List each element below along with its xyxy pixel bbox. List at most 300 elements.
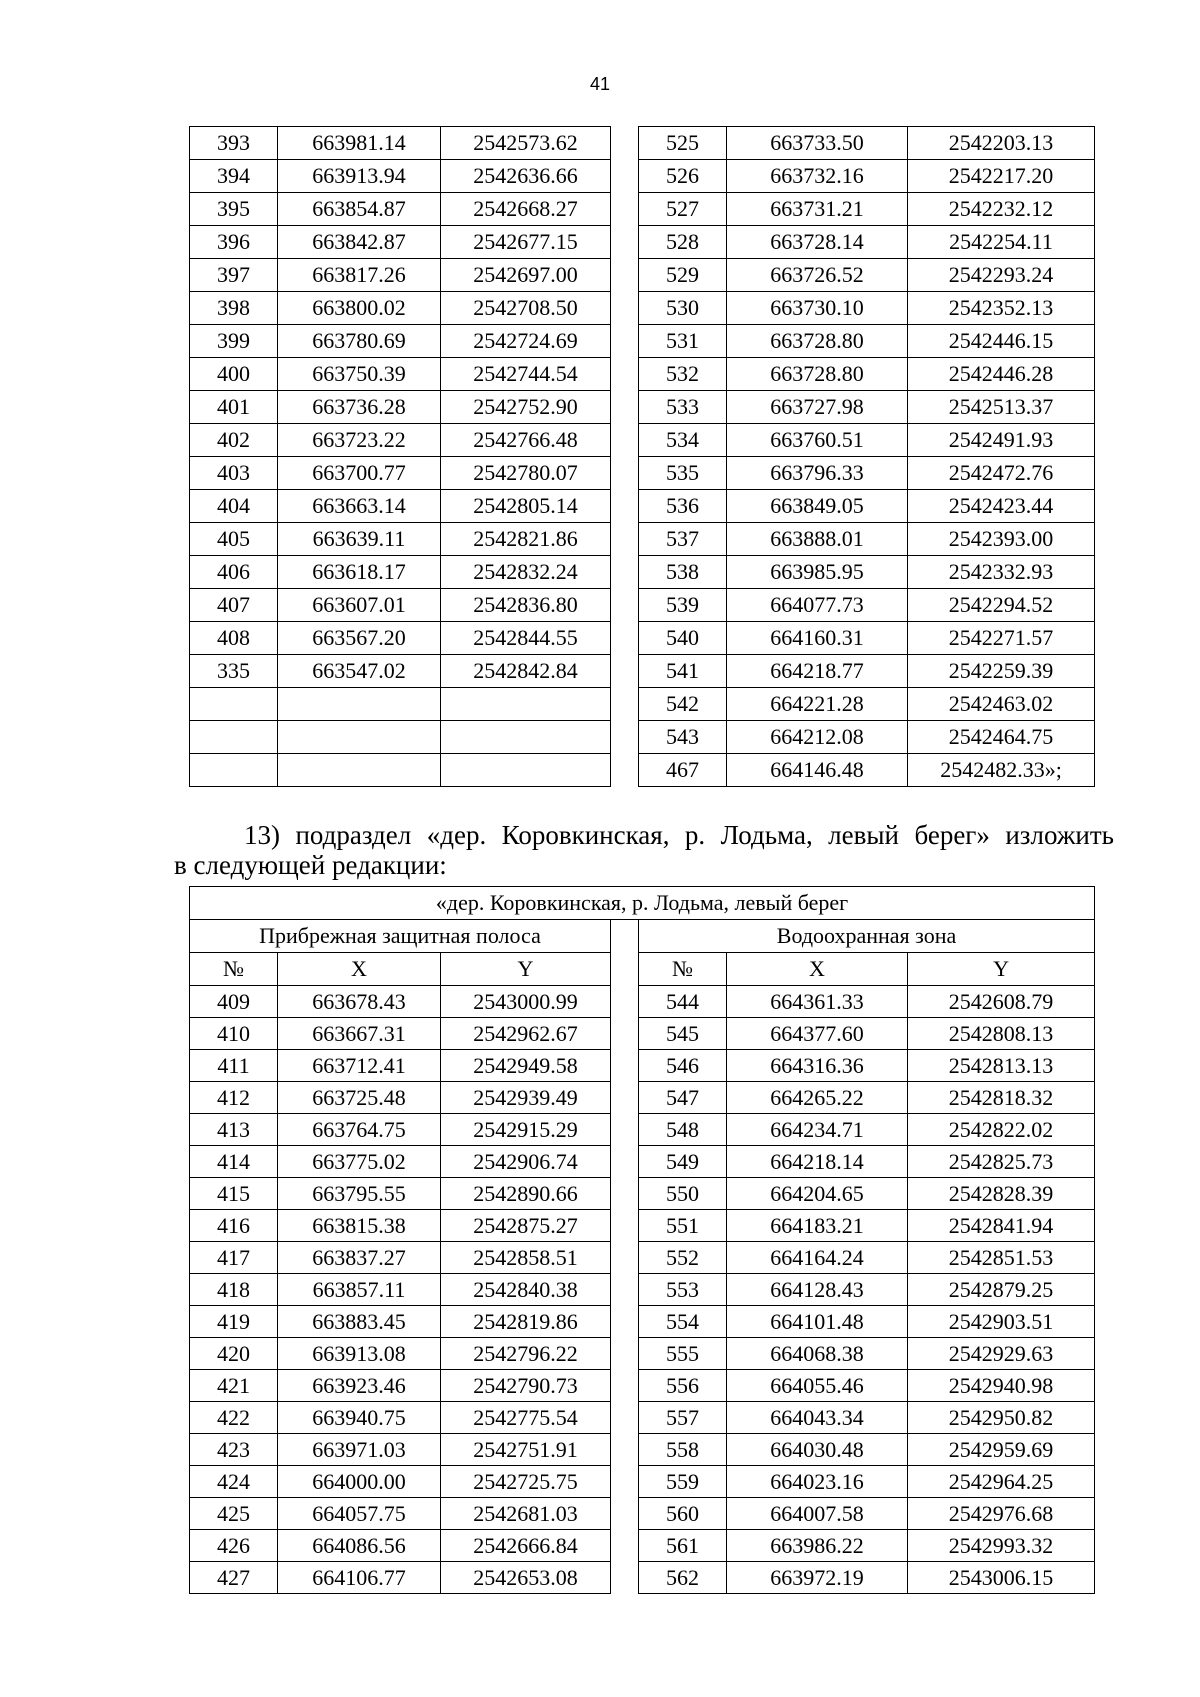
point-number: 552 [639,1242,727,1274]
point-number: 410 [190,1018,278,1050]
y-coordinate: 2542751.91 [441,1434,611,1466]
column-gap [611,1370,639,1402]
y-coordinate: 2542890.66 [441,1178,611,1210]
x-coordinate: 663700.77 [278,457,441,490]
point-number: 546 [639,1050,727,1082]
x-coordinate: 663800.02 [278,292,441,325]
table-row [190,986,1095,1018]
table-row [190,1082,1095,1114]
column-gap [611,1434,639,1466]
point-number: 426 [190,1530,278,1562]
y-coordinate: 2542842.84 [441,655,611,688]
column-gap [611,688,639,721]
point-number: 531 [639,325,727,358]
point-number: 408 [190,622,278,655]
column-gap [611,259,639,292]
table-row [190,292,1095,325]
point-number: 416 [190,1210,278,1242]
column-gap [611,391,639,424]
point-number [190,721,278,754]
point-number: 561 [639,1530,727,1562]
point-number: 539 [639,589,727,622]
x-coordinate [278,688,441,721]
point-number: 553 [639,1274,727,1306]
table-row [190,226,1095,259]
x-coordinate: 663678.43 [278,986,441,1018]
y-coordinate: 2542940.98 [908,1370,1095,1402]
point-number: 419 [190,1306,278,1338]
y-coordinate: 2542915.29 [441,1114,611,1146]
x-coordinate: 664218.14 [727,1146,908,1178]
y-coordinate: 2542677.15 [441,226,611,259]
x-coordinate: 664212.08 [727,721,908,754]
y-coordinate: 2542906.74 [441,1146,611,1178]
x-coordinate: 664221.28 [727,688,908,721]
x-coordinate: 663663.14 [278,490,441,523]
x-coordinate: 663854.87 [278,193,441,226]
table-row [190,424,1095,457]
x-coordinate: 663736.28 [278,391,441,424]
column-gap [611,1466,639,1498]
x-coordinate: 663567.20 [278,622,441,655]
y-coordinate: 2542813.13 [908,1050,1095,1082]
x-coordinate: 664023.16 [727,1466,908,1498]
point-number: 393 [190,127,278,160]
column-gap [611,556,639,589]
x-coordinate: 664377.60 [727,1018,908,1050]
table-row [190,754,1095,787]
x-coordinate: 663981.14 [278,127,441,160]
x-coordinate: 663725.48 [278,1082,441,1114]
x-coordinate: 663727.98 [727,391,908,424]
table-row [190,1050,1095,1082]
column-gap [611,920,639,953]
x-coordinate: 663731.21 [727,193,908,226]
point-number: 549 [639,1146,727,1178]
column-gap [611,1338,639,1370]
y-coordinate: 2542879.25 [908,1274,1095,1306]
point-number: 542 [639,688,727,721]
y-coordinate: 2542232.12 [908,193,1095,226]
x-coordinate: 664043.34 [727,1402,908,1434]
point-number: 541 [639,655,727,688]
y-coordinate: 2542653.08 [441,1562,611,1594]
table-title: «дер. Коровкинская, р. Лодьма, левый берег [190,887,1095,920]
point-number [190,688,278,721]
x-coordinate: 663764.75 [278,1114,441,1146]
point-number: 467 [639,754,727,787]
point-number: 402 [190,424,278,457]
y-coordinate: 2542903.51 [908,1306,1095,1338]
y-coordinate: 2542939.49 [441,1082,611,1114]
table-row [190,655,1095,688]
point-number: 529 [639,259,727,292]
column-gap [611,325,639,358]
table-row [190,1562,1095,1594]
coastal-protective-strip-header: Прибрежная защитная полоса [190,920,611,953]
x-coordinate: 664265.22 [727,1082,908,1114]
y-coordinate: 2542844.55 [441,622,611,655]
table-row [190,1370,1095,1402]
table-row [190,556,1095,589]
column-header-x: X [727,953,908,986]
y-coordinate: 2542766.48 [441,424,611,457]
x-coordinate: 663972.19 [727,1562,908,1594]
x-coordinate: 663726.52 [727,259,908,292]
point-number: 562 [639,1562,727,1594]
y-coordinate: 2542949.58 [441,1050,611,1082]
point-number: 413 [190,1114,278,1146]
point-number: 400 [190,358,278,391]
x-coordinate: 664000.00 [278,1466,441,1498]
column-gap [611,1498,639,1530]
paragraph-line-2: в следующей редакции: [174,850,447,880]
x-coordinate: 663817.26 [278,259,441,292]
point-number: 421 [190,1370,278,1402]
water-protection-zone-header: Водоохранная зона [639,920,1095,953]
point-number: 560 [639,1498,727,1530]
point-number: 558 [639,1434,727,1466]
table-row [190,1274,1095,1306]
x-coordinate: 664316.36 [727,1050,908,1082]
y-coordinate: 2542929.63 [908,1338,1095,1370]
x-coordinate: 663750.39 [278,358,441,391]
x-coordinate: 663667.31 [278,1018,441,1050]
table-row [190,1306,1095,1338]
y-coordinate: 2542851.53 [908,1242,1095,1274]
x-coordinate: 663796.33 [727,457,908,490]
y-coordinate: 2542825.73 [908,1146,1095,1178]
x-coordinate: 663732.16 [727,160,908,193]
x-coordinate: 664128.43 [727,1274,908,1306]
y-coordinate: 2542446.15 [908,325,1095,358]
x-coordinate: 664077.73 [727,589,908,622]
point-number: 424 [190,1466,278,1498]
column-gap [611,358,639,391]
y-coordinate: 2542840.38 [441,1274,611,1306]
table-row [190,193,1095,226]
x-coordinate: 663618.17 [278,556,441,589]
table-row [190,457,1095,490]
page-number: 41 [589,74,611,94]
point-number: 545 [639,1018,727,1050]
column-gap [611,490,639,523]
table-row [190,127,1095,160]
point-number: 427 [190,1562,278,1594]
point-number: 414 [190,1146,278,1178]
table-row [190,1402,1095,1434]
column-header-y: Y [908,953,1095,986]
y-coordinate: 2542808.13 [908,1018,1095,1050]
x-coordinate: 663913.94 [278,160,441,193]
point-number: 538 [639,556,727,589]
table-row [190,259,1095,292]
y-coordinate: 2542822.02 [908,1114,1095,1146]
table-row [190,1210,1095,1242]
table-row [190,1242,1095,1274]
point-number: 423 [190,1434,278,1466]
y-coordinate: 2542464.75 [908,721,1095,754]
x-coordinate: 663940.75 [278,1402,441,1434]
point-number: 415 [190,1178,278,1210]
x-coordinate: 664106.77 [278,1562,441,1594]
column-gap [611,1210,639,1242]
point-number: 422 [190,1402,278,1434]
table-row [190,589,1095,622]
y-coordinate: 2542841.94 [908,1210,1095,1242]
column-gap [611,589,639,622]
x-coordinate [278,721,441,754]
y-coordinate: 2542259.39 [908,655,1095,688]
column-gap [611,1146,639,1178]
y-coordinate: 2542821.86 [441,523,611,556]
column-gap [611,655,639,688]
point-number: 418 [190,1274,278,1306]
column-gap [611,1018,639,1050]
point-number: 556 [639,1370,727,1402]
y-coordinate [441,754,611,787]
y-coordinate: 2542744.54 [441,358,611,391]
y-coordinate: 2542446.28 [908,358,1095,391]
x-coordinate: 664086.56 [278,1530,441,1562]
column-gap [611,1306,639,1338]
x-coordinate: 663923.46 [278,1370,441,1402]
x-coordinate: 663888.01 [727,523,908,556]
point-number: 403 [190,457,278,490]
y-coordinate: 2542463.02 [908,688,1095,721]
y-coordinate: 2542668.27 [441,193,611,226]
x-coordinate: 664234.71 [727,1114,908,1146]
x-coordinate: 663780.69 [278,325,441,358]
point-number: 559 [639,1466,727,1498]
x-coordinate: 663730.10 [727,292,908,325]
point-number: 420 [190,1338,278,1370]
y-coordinate: 2542858.51 [441,1242,611,1274]
table-row [190,1530,1095,1562]
x-coordinate: 663795.55 [278,1178,441,1210]
point-number: 550 [639,1178,727,1210]
point-number: 401 [190,391,278,424]
x-coordinate: 664057.75 [278,1498,441,1530]
y-coordinate: 2542775.54 [441,1402,611,1434]
y-coordinate: 2542573.62 [441,127,611,160]
point-number: 335 [190,655,278,688]
point-number: 551 [639,1210,727,1242]
point-number [190,754,278,787]
x-coordinate: 663607.01 [278,589,441,622]
y-coordinate: 2542959.69 [908,1434,1095,1466]
y-coordinate: 2542950.82 [908,1402,1095,1434]
column-gap [611,953,639,986]
y-coordinate: 2542964.25 [908,1466,1095,1498]
x-coordinate: 663986.22 [727,1530,908,1562]
point-number: 404 [190,490,278,523]
column-header-x: X [278,953,441,986]
x-coordinate: 664055.46 [727,1370,908,1402]
column-gap [611,754,639,787]
y-coordinate: 2542976.68 [908,1498,1095,1530]
y-coordinate: 2542472.76 [908,457,1095,490]
x-coordinate: 664101.48 [727,1306,908,1338]
y-coordinate: 2542790.73 [441,1370,611,1402]
y-coordinate: 2542780.07 [441,457,611,490]
y-coordinate: 2542681.03 [441,1498,611,1530]
x-coordinate: 664068.38 [727,1338,908,1370]
column-gap [611,1082,639,1114]
y-coordinate: 2542491.93 [908,424,1095,457]
y-coordinate: 2542332.93 [908,556,1095,589]
table-row [190,523,1095,556]
column-header-number: № [639,953,727,986]
y-coordinate: 2542752.90 [441,391,611,424]
y-coordinate [441,688,611,721]
y-coordinate: 2542697.00 [441,259,611,292]
y-coordinate: 2542513.37 [908,391,1095,424]
column-header-number: № [190,953,278,986]
point-number: 411 [190,1050,278,1082]
x-coordinate: 664160.31 [727,622,908,655]
table-row [190,721,1095,754]
x-coordinate: 663985.95 [727,556,908,589]
column-gap [611,1530,639,1562]
x-coordinate: 663639.11 [278,523,441,556]
point-number: 532 [639,358,727,391]
column-gap [611,721,639,754]
table-row [190,1338,1095,1370]
point-number: 526 [639,160,727,193]
y-coordinate: 2542993.32 [908,1530,1095,1562]
x-coordinate: 664007.58 [727,1498,908,1530]
point-number: 547 [639,1082,727,1114]
point-number: 406 [190,556,278,589]
table-row [190,391,1095,424]
y-coordinate: 2542708.50 [441,292,611,325]
column-gap [611,1402,639,1434]
table-row [190,325,1095,358]
x-coordinate: 663837.27 [278,1242,441,1274]
point-number: 533 [639,391,727,424]
column-gap [611,986,639,1018]
x-coordinate: 663728.14 [727,226,908,259]
point-number: 394 [190,160,278,193]
point-number: 544 [639,986,727,1018]
y-coordinate: 2542217.20 [908,160,1095,193]
point-number: 397 [190,259,278,292]
point-number: 540 [639,622,727,655]
x-coordinate: 663849.05 [727,490,908,523]
section-13-paragraph [174,820,1114,880]
coordinates-table-continued [189,126,1095,787]
column-gap [611,1562,639,1594]
x-coordinate: 663883.45 [278,1306,441,1338]
x-coordinate: 663775.02 [278,1146,441,1178]
x-coordinate: 664361.33 [727,986,908,1018]
y-coordinate: 2542393.00 [908,523,1095,556]
column-gap [611,622,639,655]
y-coordinate: 2542636.66 [441,160,611,193]
table-row [190,1498,1095,1530]
y-coordinate: 2542203.13 [908,127,1095,160]
point-number: 425 [190,1498,278,1530]
y-coordinate: 2542608.79 [908,986,1095,1018]
point-number: 548 [639,1114,727,1146]
table-row [190,490,1095,523]
y-coordinate: 2542818.32 [908,1082,1095,1114]
point-number: 527 [639,193,727,226]
table-row [190,622,1095,655]
x-coordinate: 664218.77 [727,655,908,688]
y-coordinate: 2542293.24 [908,259,1095,292]
x-coordinate: 664204.65 [727,1178,908,1210]
column-gap [611,1274,639,1306]
point-number: 405 [190,523,278,556]
y-coordinate: 2543006.15 [908,1562,1095,1594]
x-coordinate: 663728.80 [727,325,908,358]
point-number: 530 [639,292,727,325]
column-gap [611,226,639,259]
x-coordinate: 664183.21 [727,1210,908,1242]
y-coordinate: 2542828.39 [908,1178,1095,1210]
column-gap [611,1178,639,1210]
y-coordinate: 2542271.57 [908,622,1095,655]
x-coordinate: 663842.87 [278,226,441,259]
column-header-y: Y [441,953,611,986]
y-coordinate: 2542724.69 [441,325,611,358]
x-coordinate: 663971.03 [278,1434,441,1466]
table-row [190,1466,1095,1498]
column-gap [611,1114,639,1146]
point-number: 537 [639,523,727,556]
table-row [190,1018,1095,1050]
y-coordinate: 2542832.24 [441,556,611,589]
y-coordinate: 2542254.11 [908,226,1095,259]
x-coordinate: 664030.48 [727,1434,908,1466]
point-number: 398 [190,292,278,325]
x-coordinate: 664164.24 [727,1242,908,1274]
column-gap [611,424,639,457]
column-gap [611,457,639,490]
x-coordinate: 663712.41 [278,1050,441,1082]
point-number: 412 [190,1082,278,1114]
y-coordinate: 2543000.99 [441,986,611,1018]
point-number: 396 [190,226,278,259]
table-row [190,1146,1095,1178]
y-coordinate: 2542819.86 [441,1306,611,1338]
x-coordinate: 663733.50 [727,127,908,160]
point-number: 417 [190,1242,278,1274]
y-coordinate: 2542482.33»; [908,754,1095,787]
y-coordinate: 2542423.44 [908,490,1095,523]
point-number: 528 [639,226,727,259]
y-coordinate: 2542725.75 [441,1466,611,1498]
point-number: 534 [639,424,727,457]
column-gap [611,193,639,226]
x-coordinate: 663547.02 [278,655,441,688]
table-row [190,358,1095,391]
y-coordinate: 2542666.84 [441,1530,611,1562]
point-number: 525 [639,127,727,160]
y-coordinate: 2542836.80 [441,589,611,622]
column-gap [611,292,639,325]
korovkinskaya-coordinates-table [189,886,1095,1594]
point-number: 554 [639,1306,727,1338]
y-coordinate: 2542962.67 [441,1018,611,1050]
point-number: 395 [190,193,278,226]
y-coordinate: 2542805.14 [441,490,611,523]
y-coordinate: 2542352.13 [908,292,1095,325]
column-gap [611,127,639,160]
point-number: 536 [639,490,727,523]
